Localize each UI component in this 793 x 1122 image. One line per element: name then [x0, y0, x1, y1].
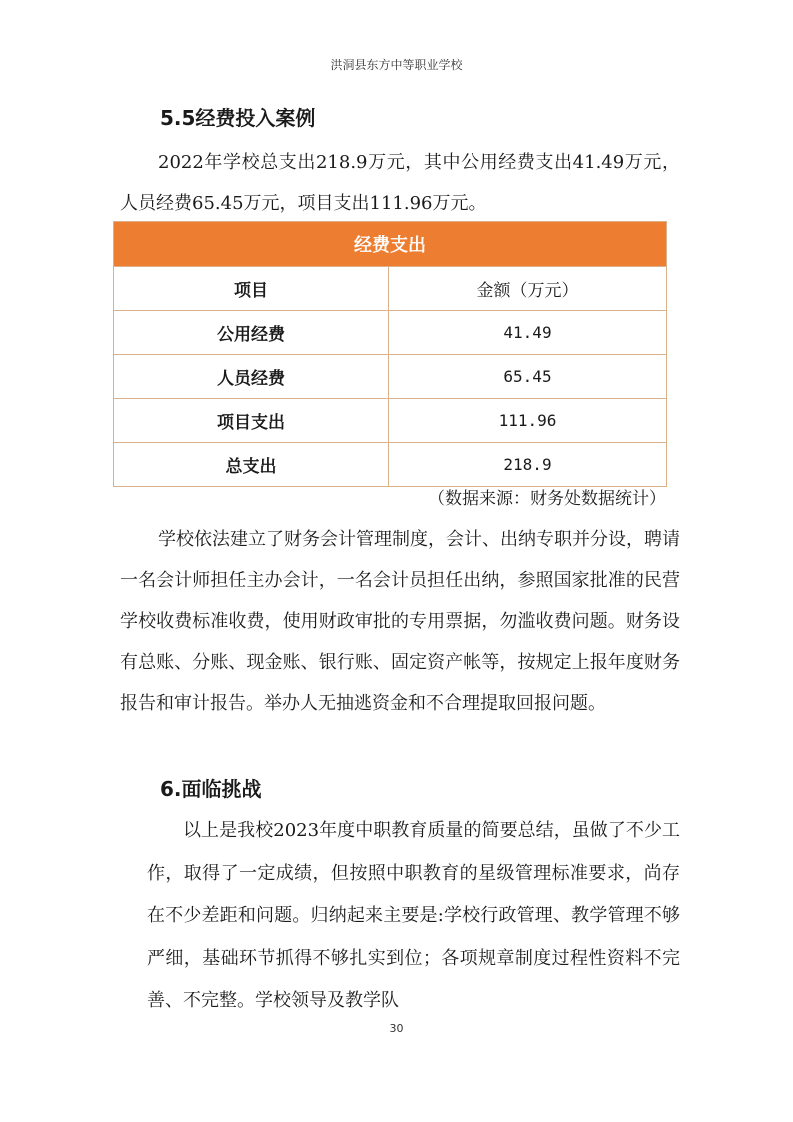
row-label: 公用经费: [114, 311, 389, 355]
row-value: 111.96: [389, 399, 667, 443]
row-label: 项目支出: [114, 399, 389, 443]
table-title: 经费支出: [114, 222, 667, 267]
table-row: [114, 355, 667, 399]
running-header: 洪洞县东方中等职业学校: [330, 58, 463, 72]
row-label: 人员经费: [114, 355, 389, 399]
row-value: 218.9: [389, 443, 667, 487]
page-number: 30: [389, 1022, 404, 1035]
table-row: [114, 399, 667, 443]
table-row: [114, 311, 667, 355]
challenges-paragraph: 以上是我校2023年度中职教育质量的简要总结，虽做了不少工作，取得了一定成绩，但按照中职教育的星级管理标准要求，尚存在不少差距和问题。归纳起来主要是:学校行政管理、教学管理不够严细，基础环节抓得不够扎实到位；各项规章制度过程性资料不完善、不完整。学校领导及教学队: [147, 820, 680, 1011]
row-label: 总支出: [114, 443, 389, 487]
expenditure-table: [113, 221, 667, 487]
data-source-note: （数据来源：财务处数据统计）: [428, 489, 666, 509]
row-value: 65.45: [389, 355, 667, 399]
intro-paragraph: 2022年学校总支出218.9万元，其中公用经费支出41.49万元，人员经费65.45万元，项目支出111.96万元。: [120, 152, 680, 214]
column-header-amount: 金额（万元）: [389, 267, 667, 311]
section-heading-5-5: 5.5经费投入案例: [160, 106, 316, 130]
finance-paragraph: 学校依法建立了财务会计管理制度，会计、出纳专职并分设，聘请一名会计师担任主办会计，一名会计员担任出纳，参照国家批准的民营学校收费标准收费，使用财政审批的专用票据，勿滥收费问题。财务设有总账、分账、现金账、银行账、固定资产帐等，按规定上报年度财务报告和审计报告。举办人无抽逃资金和不合理提取回报问题。: [120, 529, 680, 714]
row-value: 41.49: [389, 311, 667, 355]
column-header-item: 项目: [114, 267, 389, 311]
table-row: [114, 443, 667, 487]
section-heading-6: 6.面临挑战: [160, 777, 262, 801]
table-header-row: [114, 267, 667, 311]
